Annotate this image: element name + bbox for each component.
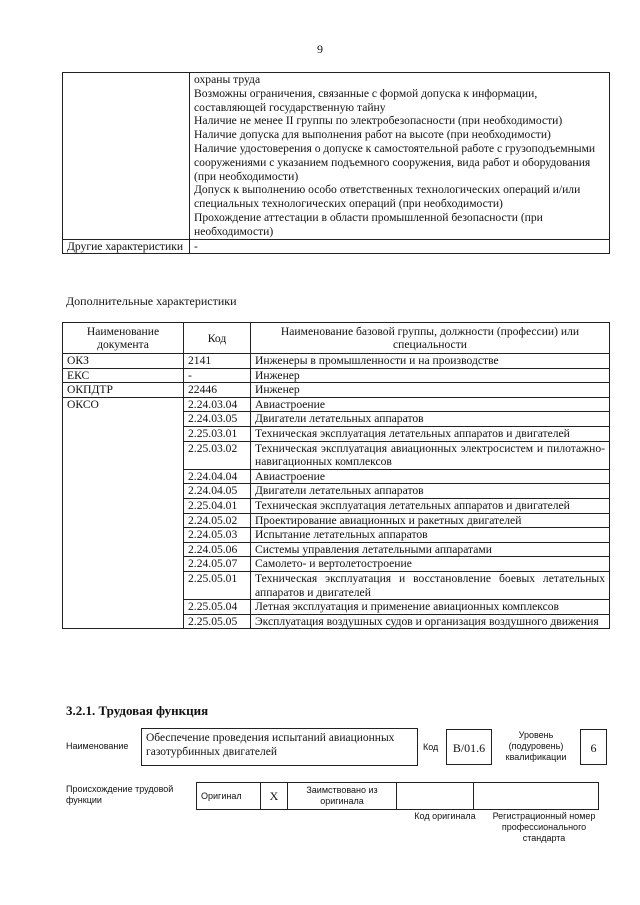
- header-document: Наименование документа: [63, 323, 184, 354]
- requirement-line: Допуск к выполнению особо ответственных технологических операций и/или специальных технологических операций (при необходимости): [194, 183, 581, 211]
- code-cell: 2.24.03.04: [184, 397, 251, 412]
- table-header-row: [63, 323, 610, 354]
- code-cell: 2.25.03.01: [184, 426, 251, 441]
- origin-table: [196, 782, 599, 810]
- requirement-line: Наличие допуска для выполнения работ на высоте (при необходимости): [194, 128, 551, 142]
- name-cell: Авиастроение: [251, 469, 610, 484]
- document-cell: ОКСО: [63, 397, 184, 629]
- name-cell: Техническая эксплуатация и восстановление боевых летательных аппаратов и двигателей: [251, 571, 610, 599]
- name-cell: Инженер: [251, 368, 610, 383]
- table-row: [63, 368, 610, 383]
- original-code-cell: [397, 783, 474, 810]
- name-cell: Системы управления летательными аппаратами: [251, 542, 610, 557]
- code-cell: 2.25.05.01: [184, 571, 251, 599]
- document-cell: ОКПДТР: [63, 383, 184, 398]
- code-cell: 2.24.05.02: [184, 513, 251, 528]
- name-cell: Проектирование авиационных и ракетных двигателей: [251, 513, 610, 528]
- code-cell: -: [184, 368, 251, 383]
- function-name-label: Наименование: [66, 741, 129, 751]
- code-cell: 2.24.04.05: [184, 484, 251, 499]
- original-mark: X: [261, 783, 288, 810]
- code-cell: 2.24.03.05: [184, 412, 251, 427]
- document-cell: ОКЗ: [63, 354, 184, 369]
- function-code-value: B/01.6: [446, 729, 492, 765]
- name-cell: Двигатели летательных аппаратов: [251, 412, 610, 427]
- row-content: [190, 73, 610, 240]
- code-cell: 2.24.05.03: [184, 528, 251, 543]
- table-row: [63, 239, 610, 254]
- additional-title: Дополнительные характеристики: [66, 294, 237, 308]
- code-cell: 22446: [184, 383, 251, 398]
- requirement-line: Наличие не менее II группы по электробезопасности (при необходимости): [194, 114, 563, 128]
- section-title: 3.2.1. Трудовая функция: [66, 703, 209, 718]
- table-row: [63, 73, 610, 240]
- requirement-line: Прохождение аттестации в области промышленной безопасности (при необходимости): [194, 210, 543, 238]
- code-cell: 2.25.05.05: [184, 614, 251, 629]
- function-name-value: Обеспечение проведения испытаний авиационных газотурбинных двигателей: [141, 728, 418, 766]
- name-cell: Техническая эксплуатация летательных аппаратов и двигателей: [251, 426, 610, 441]
- code-cell: 2.24.05.06: [184, 542, 251, 557]
- code-cell: 2.24.05.07: [184, 557, 251, 572]
- function-code-label: Код: [423, 742, 439, 752]
- name-cell: Эксплуатация воздушных судов и организация воздушного движения: [251, 614, 610, 629]
- row-content: -: [190, 239, 610, 254]
- table-row: [63, 383, 610, 398]
- code-cell: 2.24.04.04: [184, 469, 251, 484]
- code-cell: 2.25.03.02: [184, 441, 251, 469]
- original-label: Оригинал: [197, 783, 261, 810]
- name-cell: Инженер: [251, 383, 610, 398]
- code-cell: 2.25.04.01: [184, 498, 251, 513]
- name-cell: Техническая эксплуатация летательных аппаратов и двигателей: [251, 498, 610, 513]
- qualification-level-value: 6: [580, 729, 607, 765]
- name-cell: Испытание летательных аппаратов: [251, 528, 610, 543]
- code-cell: 2.25.05.04: [184, 600, 251, 615]
- table-row: [63, 354, 610, 369]
- name-cell: Летная эксплуатация и применение авиационных комплексов: [251, 600, 610, 615]
- code-cell: 2141: [184, 354, 251, 369]
- registration-number-cell: [474, 783, 599, 810]
- header-code: Код: [184, 323, 251, 354]
- original-code-label: Код оригинала: [414, 811, 476, 821]
- requirements-table: [62, 72, 610, 254]
- name-cell: Двигатели летательных аппаратов: [251, 484, 610, 499]
- requirement-line: Возможны ограничения, связанные с формой допуска к информации, составляющей государственную тайну: [194, 86, 538, 114]
- qualification-level-label: Уровень (подуровень) квалификации: [505, 730, 567, 762]
- table-row: [197, 783, 599, 810]
- origin-label: Происхождение трудовой функции: [66, 784, 174, 805]
- table-body: [63, 354, 610, 629]
- additional-characteristics-table: [62, 322, 610, 629]
- name-cell: Инженеры в промышленности и на производстве: [251, 354, 610, 369]
- requirement-line: Наличие удостоверения о допуске к самостоятельной работе с грузоподъемными сооружениями с указанием подъемного сооружения, вида работ и оборудования (при необходимости): [194, 141, 596, 183]
- row-label: [63, 73, 190, 240]
- table-row: [63, 397, 610, 412]
- name-cell: Техническая эксплуатация авиационных электросистем и пилотажно-навигационных комплексов: [251, 441, 610, 469]
- row-label: Другие характеристики: [63, 239, 190, 254]
- name-cell: Самолето- и вертолетостроение: [251, 557, 610, 572]
- header-name: Наименование базовой группы, должности (профессии) или специальности: [251, 323, 610, 354]
- registration-number-label: Регистрационный номер профессионального стандарта: [492, 811, 596, 843]
- borrowed-label: Заимствовано из оригинала: [288, 783, 397, 810]
- name-cell: Авиастроение: [251, 397, 610, 412]
- page-number: 9: [317, 42, 323, 56]
- requirement-line: охраны труда: [194, 73, 261, 86]
- document-cell: ЕКС: [63, 368, 184, 383]
